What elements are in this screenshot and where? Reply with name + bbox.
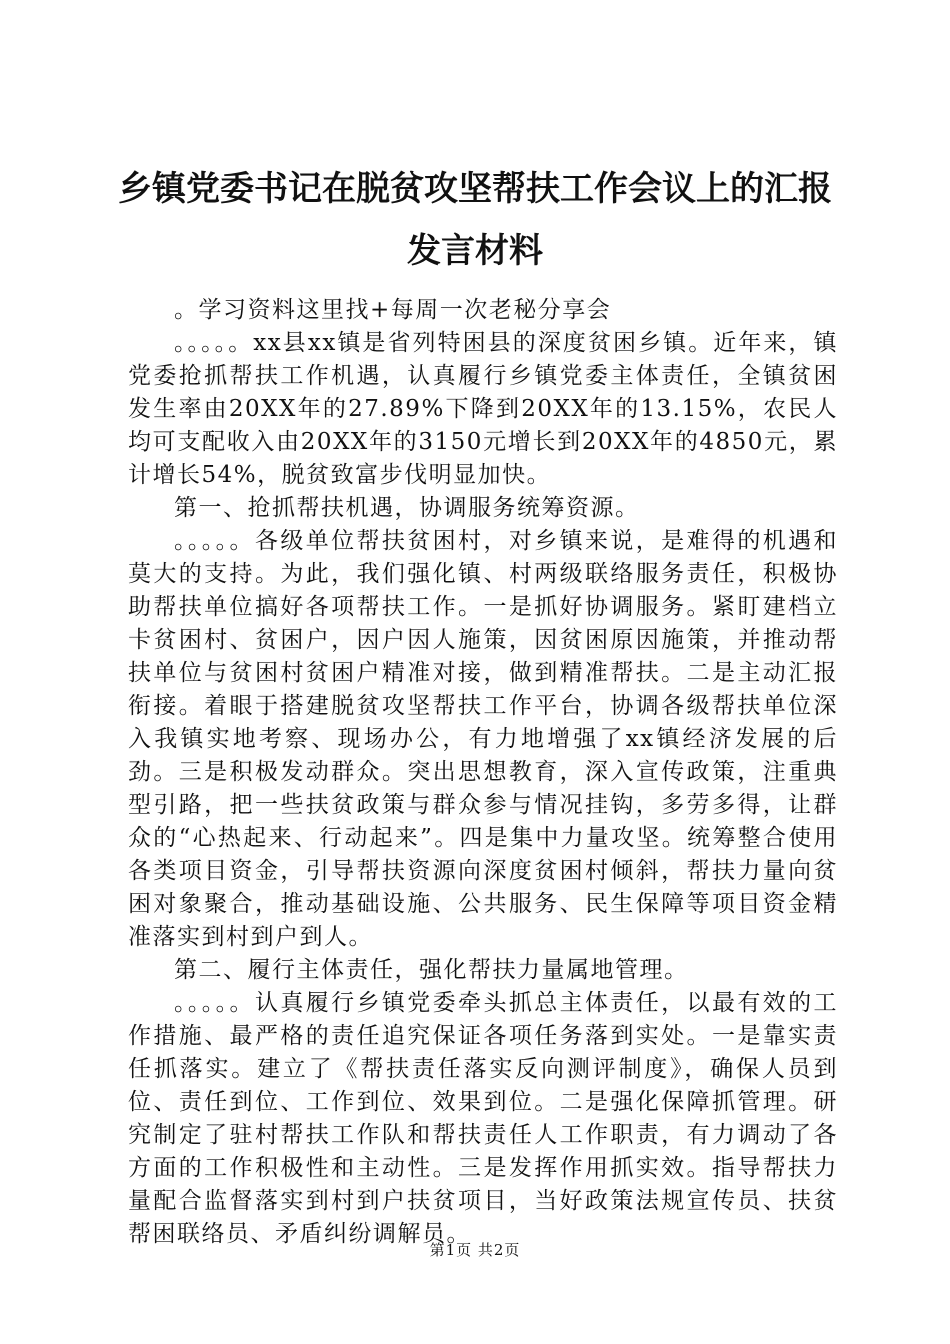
document-title: 乡镇党委书记在脱贫攻坚帮扶工作会议上的汇报发言材料 [118, 169, 832, 271]
document-body [128, 294, 838, 1251]
paragraph-overview: 。。。。。xx县xx镇是省列特困县的深度贫困乡镇。近年来，镇党委抢抓帮扶工作机遇，认真履行乡镇党委主体责任，全镇贫困发生率由20XX年的27.89%下降到20XX年的13.15%，农民人均可支配收入由20XX年的3150元增长到20XX年的4850元，累计增长54%，脱贫致富步伐明显加快。 [128, 330, 838, 488]
section-heading-2: 第二、履行主体责任，强化帮扶力量属地管理。 [174, 957, 689, 983]
page-number-footer: 第1页 共2页 [429, 1241, 521, 1259]
intro-line: 。学习资料这里找+每周一次老秘分享会 [174, 297, 612, 323]
paragraph-section-1: 。。。。。各级单位帮扶贫困村，对乡镇来说，是难得的机遇和莫大的支持。为此，我们强化镇、村两级联络服务责任，积极协助帮扶单位搞好各项帮扶工作。一是抓好协调服务。紧盯建档立卡贫困村、贫困户，因户因人施策，因贫困原因施策，并推动帮扶单位与贫困村贫困户精准对接，做到精准帮扶。二是主动汇报衔接。着眼于搭建脱贫攻坚帮扶工作平台，协调各级帮扶单位深入我镇实地考察、现场办公，有力地增强了xx镇经济发展的后劲。三是积极发动群众。突出思想教育，深入宣传政策，注重典型引路，把一些扶贫政策与群众参与情况挂钩，多劳多得，让群众的“心热起来、行动起来”。四是集中力量攻坚。统筹整合使用各类项目资金，引导帮扶资源向深度贫困村倾斜，帮扶力量向贫困对象聚合，推动基础设施、公共服务、民生保障等项目资金精准落实到村到户到人。 [128, 528, 838, 950]
section-heading-1: 第一、抢抓帮扶机遇，协调服务统筹资源。 [174, 495, 640, 521]
paragraph-section-2: 。。。。。认真履行乡镇党委牵头抓总主体责任，以最有效的工作措施、最严格的责任追究保证各项任务落到实处。一是靠实责任抓落实。建立了《帮扶责任落实反向测评制度》，确保人员到位、责任到位、工作到位、效果到位。二是强化保障抓管理。研究制定了驻村帮扶工作队和帮扶责任人工作职责，有力调动了各方面的工作积极性和主动性。三是发挥作用抓实效。指导帮扶力量配合监督落实到村到户扶贫项目，当好政策法规宣传员、扶贫帮困联络员、矛盾纠纷调解员。 [128, 990, 838, 1247]
